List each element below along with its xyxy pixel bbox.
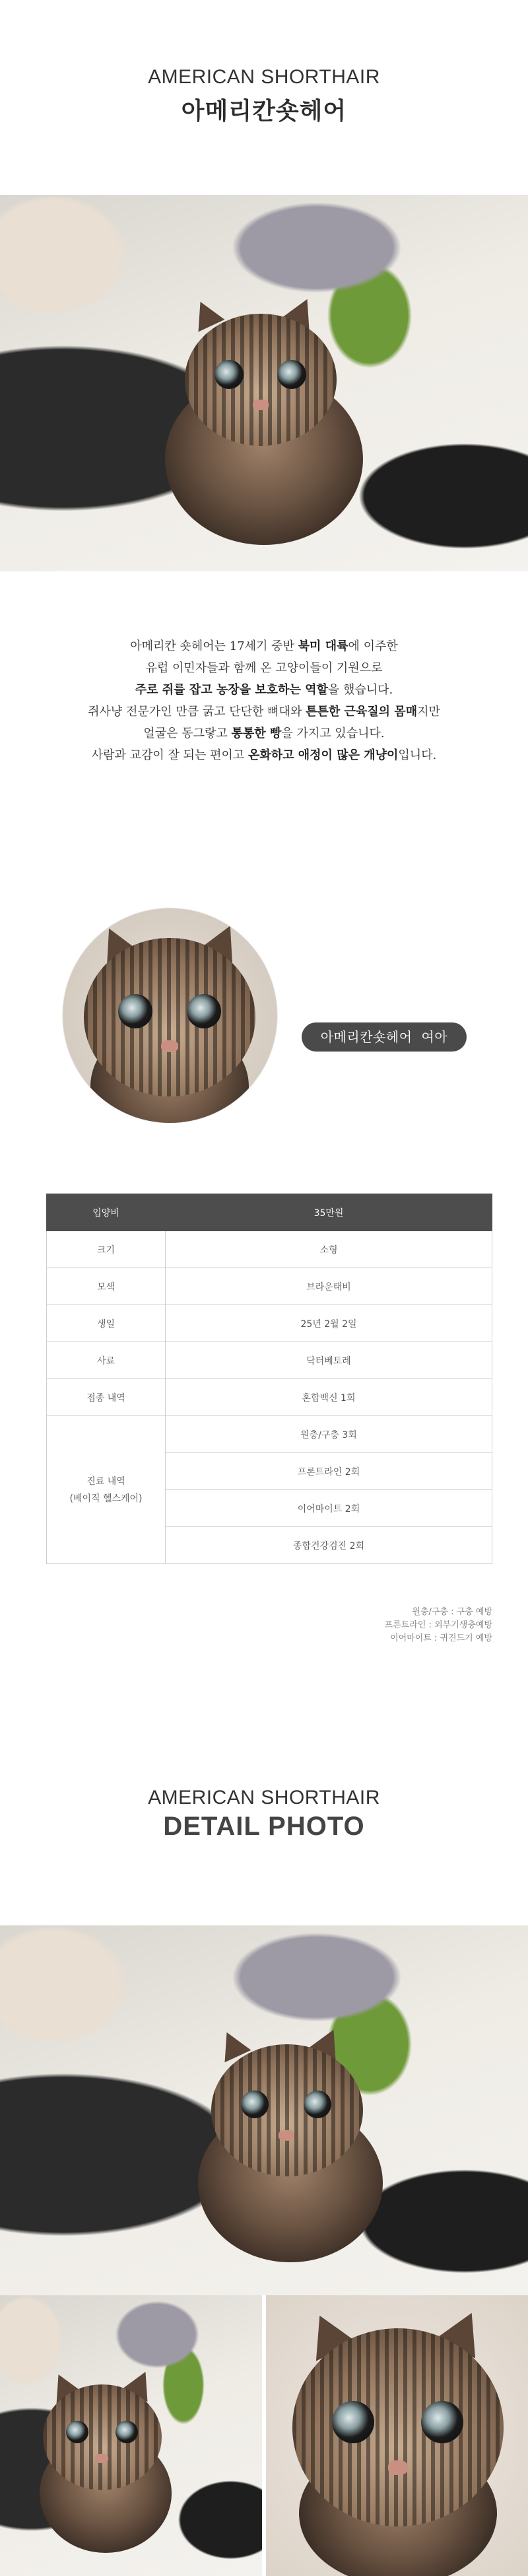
- row-key: 생일: [47, 1305, 166, 1342]
- footnote: 원충/구충 : 구충 예방: [412, 1607, 492, 1617]
- table-row: [47, 1342, 492, 1379]
- info-table: [46, 1194, 492, 1564]
- detail-title-english: AMERICAN SHORTHAIR: [148, 1787, 380, 1808]
- detail-title: DETAIL PHOTO: [163, 1812, 365, 1841]
- detail-photo-2: [0, 2295, 262, 2576]
- intro-line-2: 유럽 이민자들과 함께 온 고양이들이 기원으로: [145, 661, 383, 675]
- row-value: 25년 2월 2일: [166, 1305, 492, 1342]
- row-key: 사료: [47, 1342, 166, 1379]
- care-history-key: 진료 내역 (베이직 헬스케어): [47, 1416, 166, 1564]
- footnote: 이어마이트 : 귀진드기 예방: [390, 1633, 492, 1643]
- care-value: 종합건강검진 2회: [166, 1527, 492, 1564]
- sex-label: 여아: [421, 1029, 448, 1045]
- detail-photo-3: [266, 2295, 528, 2576]
- row-value: 혼합백신 1회: [166, 1379, 492, 1416]
- detail-photo-1: [0, 1925, 528, 2295]
- row-key: 접종 내역: [47, 1379, 166, 1416]
- title-korean: 아메리칸숏헤어: [181, 98, 347, 125]
- breed-description: [0, 635, 528, 766]
- breed-label: 아메리칸숏헤어: [320, 1029, 412, 1045]
- intro-line-3: 주로 쥐를 잡고 농장을 보호하는 역할을 했습니다.: [135, 683, 393, 697]
- page-header: [0, 66, 528, 126]
- care-value: 이어마이트 2회: [166, 1490, 492, 1527]
- footnote: 프론트라인 : 외부기생충예방: [384, 1620, 492, 1630]
- detail-header: [0, 1787, 528, 1842]
- care-value: 원충/구충 3회: [166, 1416, 492, 1453]
- row-value: 브라운태비: [166, 1268, 492, 1305]
- table-row: [47, 1305, 492, 1342]
- row-key: 크기: [47, 1231, 166, 1268]
- hero-photo: [0, 195, 528, 571]
- care-value: 프론트라인 2회: [166, 1453, 492, 1490]
- footnotes: [385, 1606, 492, 1645]
- intro-line-5: 얼굴은 동그랗고 통통한 빵을 가지고 있습니다.: [143, 727, 385, 740]
- adoption-fee-value: 35만원: [166, 1194, 492, 1231]
- intro-line-4: 쥐사냥 전문가인 만큼 굵고 단단한 뼈대와 튼튼한 근육질의 몸매지만: [88, 705, 440, 719]
- profile-badge: [302, 1022, 467, 1052]
- intro-line-6: 사람과 교감이 잘 되는 편이고 온화하고 애정이 많은 개냥이입니다.: [91, 748, 437, 762]
- table-row: [47, 1231, 492, 1268]
- kitten-illustration: [145, 294, 383, 545]
- row-value: 닥터베토레: [166, 1342, 492, 1379]
- table-row: [47, 1416, 492, 1453]
- row-key: 모색: [47, 1268, 166, 1305]
- title-english: AMERICAN SHORTHAIR: [148, 66, 380, 88]
- table-row: [47, 1268, 492, 1305]
- row-value: 소형: [166, 1231, 492, 1268]
- table-row: [47, 1379, 492, 1416]
- intro-line-1: 아메리칸 숏헤어는 17세기 중반 북미 대륙에 이주한: [130, 639, 398, 653]
- adoption-fee-key: 입양비: [47, 1194, 166, 1231]
- table-row: [47, 1194, 492, 1231]
- kitten-portrait: [63, 908, 277, 1123]
